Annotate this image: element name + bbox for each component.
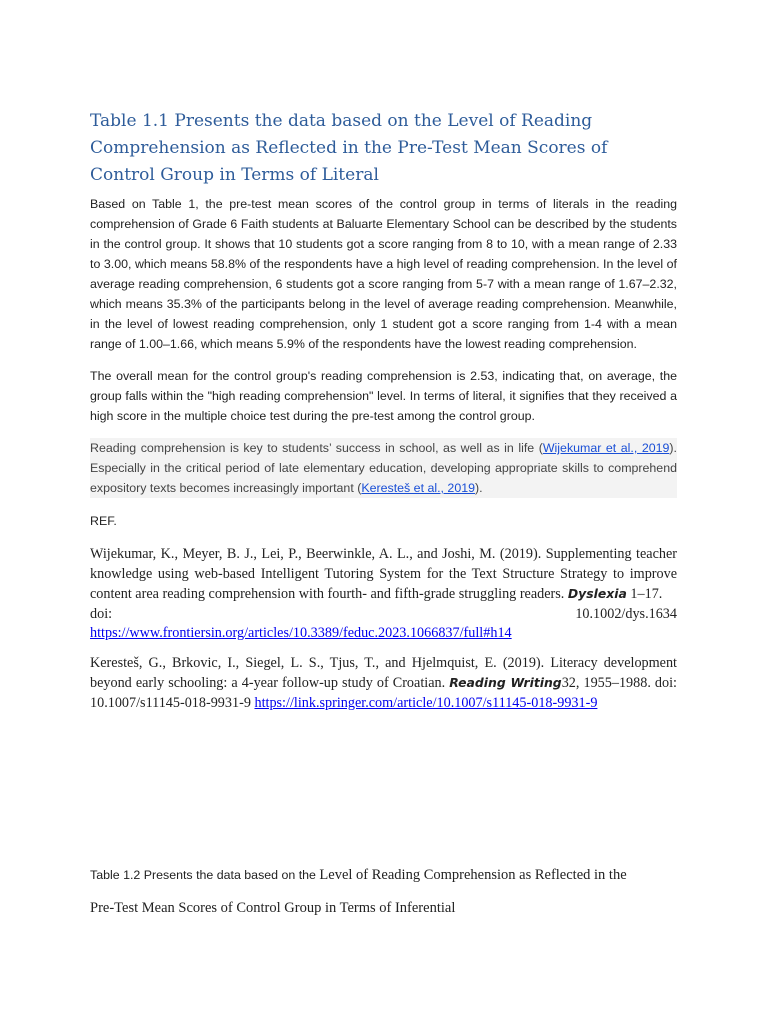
citation-link-wijekumar[interactable]: Wijekumar et al., 2019 xyxy=(542,441,670,455)
literature-quote xyxy=(90,438,677,498)
table-1-2-serif-part: Level of Reading Comprehension as Reflected in the xyxy=(319,867,627,883)
paragraph-results: Based on Table 1, the pre-test mean scores of the control group in terms of literals in the reading comprehension of Grade 6 Faith students at Baluarte Elementary School can be described by the students in the control group. It shows that 10 students got a score ranging from 8 to 10, with a mean range of 2.33 to 3.00, which means 58.8% of the respondents have a high level of reading comprehension. In the level of average reading comprehension, 6 students got a score ranging from 5-7 with a mean range of 1.67–2.32, which means 35.3% of the participants belong in the level of average reading comprehension. Meanwhile, in the level of lowest reading comprehension, only 1 student got a score ranging from 1-4 with a mean range of 1.00–1.66, which means 5.9% of the respondents have the lowest reading comprehension. xyxy=(90,197,677,351)
reference-pages: 1–17. xyxy=(630,586,663,602)
journal-name: Reading Writing xyxy=(449,675,562,690)
reference-url-link[interactable]: https://www.frontiersin.org/articles/10.3389/feduc.2023.1066837/full#h14 xyxy=(90,625,512,641)
references-label: REF. xyxy=(90,514,117,528)
reference-details: 32, 1955–1988. doi: 10.1007/s11145-018-9931-9 xyxy=(90,675,677,711)
reference-url-link[interactable]: https://link.springer.com/article/10.1007/s11145-018-9931-9 xyxy=(254,694,598,711)
reference-kerestes xyxy=(90,654,677,714)
document-page xyxy=(90,108,677,723)
doi-value: 10.1002/dys.1634 xyxy=(575,605,677,622)
quote-text-1: Reading comprehension is key to students’ success in school, as well as in life ( xyxy=(90,441,543,455)
table-1-2-line-2: Pre-Test Mean Scores of Control Group in Terms of Inferential xyxy=(90,900,456,916)
paragraph-overall-mean: The overall mean for the control group's reading comprehension is 2.53, indicating that, on average, the group falls within the "high reading comprehension" level. In terms of literal, it signifies that they received a high score in the multiple choice test during the pre-test among the control group. xyxy=(90,369,677,423)
doi-line xyxy=(90,605,677,625)
doi-label: doi: xyxy=(90,605,113,622)
quote-text-3: ). xyxy=(475,481,483,495)
reference-text: Keresteš, G., Brkovic, I., Siegel, L. S., Tjus, T., and Hjelmquist, E. (2019). Literacy development beyond early schooling: a 4-year follow-up study of Croatian. xyxy=(90,654,677,691)
table-1-2-prefix: Table 1.2 Presents the data based on the xyxy=(90,868,316,882)
journal-name: Dyslexia xyxy=(567,586,627,601)
reference-text: Wijekumar, K., Meyer, B. J., Lei, P., Beerwinkle, A. L., and Joshi, M. (2019). Supplementing teacher knowledge using web-based Intelligent Tutoring System for the Text Structure Strategy to improve content area reading comprehension with fourth- and fifth-grade struggling readers. xyxy=(90,546,677,602)
table-1-2-line-1 xyxy=(90,862,690,888)
citation-link-kerestes[interactable]: Keresteš et al., 2019 xyxy=(361,481,475,495)
reference-wijekumar xyxy=(90,545,677,644)
table-1-1-heading: Table 1.1 Presents the data based on the Level of Reading Comprehension as Reflected in the Pre-Test Mean Scores of Control Group in Terms of Literal xyxy=(90,111,608,185)
quote-text-2: ). Especially in the critical period of late elementary education, developing appropriate skills to comprehend expository texts becomes increasingly important ( xyxy=(90,441,677,495)
table-1-2-caption xyxy=(90,862,690,919)
